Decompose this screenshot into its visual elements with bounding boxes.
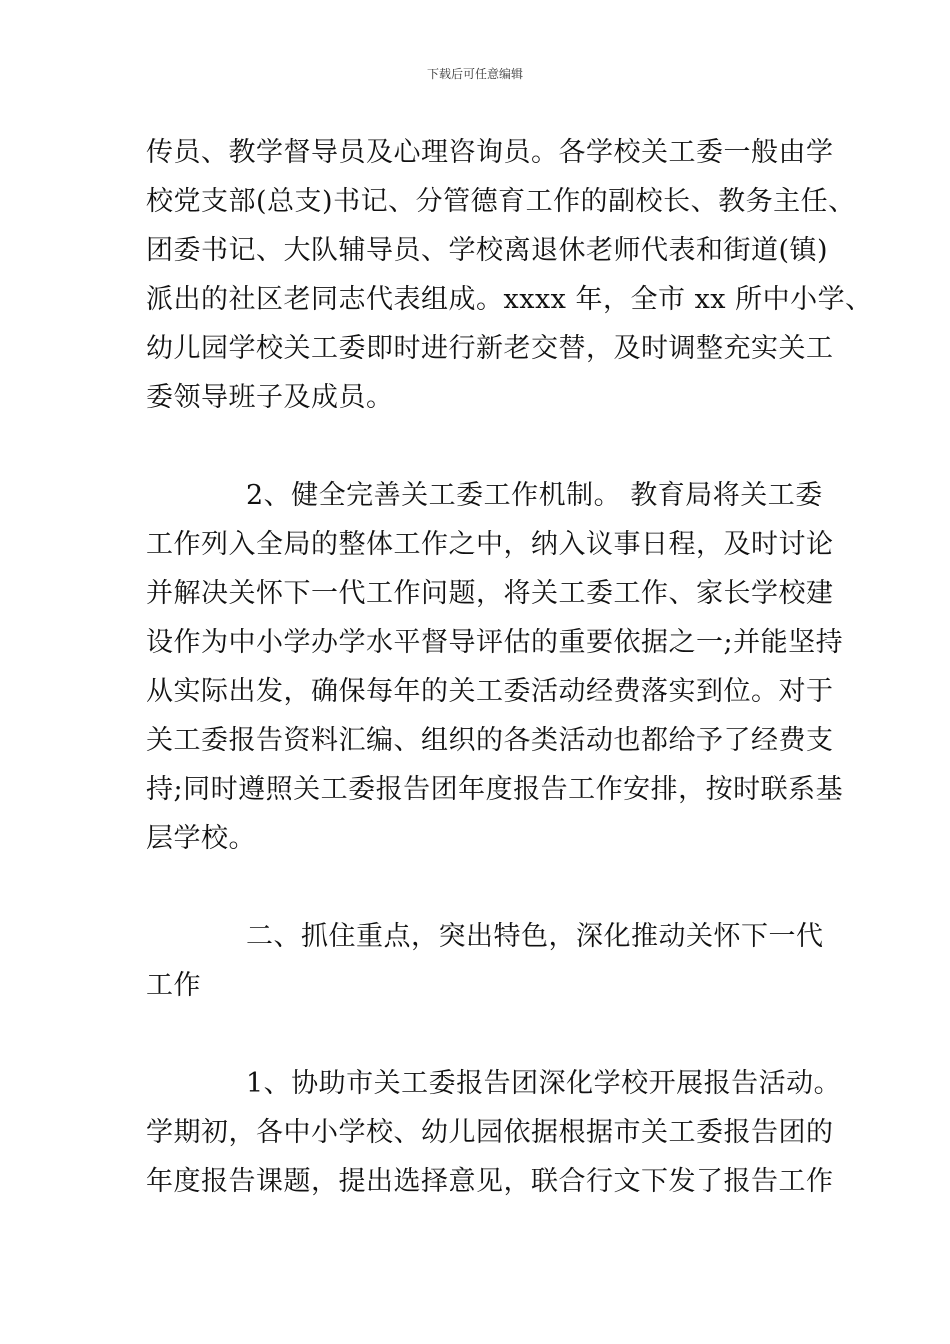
text-line: 并解决关怀下一代工作问题，将关工委工作、家长学校建 — [146, 578, 834, 609]
text-line: 团委书记、大队辅导员、学校离退休老师代表和街道(镇) — [146, 235, 829, 266]
text-line: 1、协助市关工委报告团深化学校开展报告活动。 — [246, 1068, 842, 1099]
document-body — [146, 128, 873, 1206]
text-line: 从实际出发，确保每年的关工委活动经费落实到位。对于 — [146, 676, 834, 707]
text-line: 设作为中小学办学水平督导评估的重要依据之一;并能坚持 — [146, 627, 844, 658]
text-line: 持;同时遵照关工委报告团年度报告工作安排，按时联系基 — [146, 774, 844, 805]
text-line: 委领导班子及成员。 — [146, 382, 394, 413]
text-line: 层学校。 — [146, 823, 256, 854]
text-line: 派出的社区老同志代表组成。xxxx 年，全市 xx 所中小学、 — [146, 284, 873, 315]
text-line: 学期初，各中小学校、幼儿园依据根据市关工委报告团的 — [146, 1117, 834, 1148]
text-line: 二、抓住重点，突出特色，深化推动关怀下一代 — [246, 921, 824, 952]
text-line: 幼儿园学校关工委即时进行新老交替，及时调整充实关工 — [146, 333, 834, 364]
page-header: 下载后可任意编辑 — [426, 67, 523, 81]
text-line: 传员、教学督导员及心理咨询员。各学校关工委一般由学 — [146, 137, 834, 168]
text-line: 工作列入全局的整体工作之中，纳入议事日程，及时讨论 — [146, 529, 834, 560]
paragraph-work-mechanism — [146, 471, 844, 863]
text-line: 校党支部(总支)书记、分管德育工作的副校长、教务主任、 — [146, 186, 856, 217]
text-line: 2、健全完善关工委工作机制。 教育局将关工委 — [246, 480, 823, 511]
paragraph-report-activities — [146, 1059, 842, 1206]
text-line: 关工委报告资料汇编、组织的各类活动也都给予了经费支 — [146, 725, 834, 756]
paragraph-committee-members — [146, 128, 873, 422]
text-line: 工作 — [146, 970, 201, 1001]
section-heading — [146, 912, 826, 1010]
text-line: 年度报告课题，提出选择意见，联合行文下发了报告工作 — [146, 1166, 834, 1197]
